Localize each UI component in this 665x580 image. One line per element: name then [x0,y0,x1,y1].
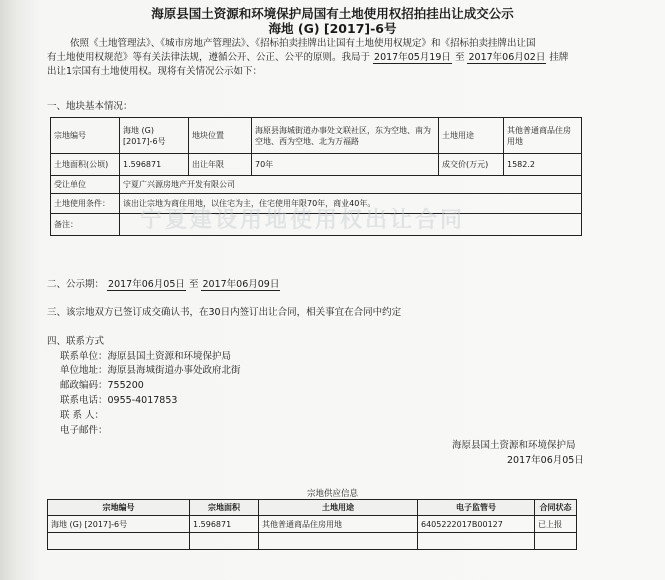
empty-cell [418,533,535,550]
land-term: 70年 [252,154,439,176]
parcel-no: 海地 (G) [2017]-6号 [120,118,189,154]
section-3-text: 三、该宗地双方已签订成交确认书，在30日内签订出让合同，相关事宜在合同中约定 [47,307,402,318]
listing-start-date: 2017年05月19日 [374,52,451,63]
contact-email: 电子邮件： [60,425,108,436]
deal-price: 1582.2 [504,154,582,176]
table-row [48,516,577,533]
intro-to: 至 [454,52,465,63]
listing-end-date: 2017年06月02日 [468,52,546,63]
publicity-label: 二、公示期： [47,279,105,290]
empty-cell [48,533,190,550]
label-use: 土地用途 [439,118,504,154]
header-parcel-no: 宗地编号 [48,500,190,516]
label-price: 成交价(万元) [439,154,504,176]
section-2-publicity [47,276,280,290]
label-conditions: 土地使用条件： [51,194,120,214]
publicity-start: 2017年06月05日 [108,279,185,290]
contact-unit-value: 海原县国土资源和环境保护局 [107,351,232,362]
table-row [51,176,582,194]
signature-date: 2017年06月05日 [507,455,584,466]
supply-info-table [47,499,577,550]
document-title: 海原县国土资源和环境保护局国有土地使用权招拍挂出让成交公示 [151,6,514,21]
intro-line-3: 出让1宗国有土地使用权。现将有关情况公示如下： [47,66,263,77]
header-supervision-no: 电子监管号 [418,500,535,516]
contact-zip [60,377,144,391]
table-header-row [48,500,577,516]
contact-address-value: 海原县海城街道办事处政府北街 [107,365,241,376]
contact-zip-label: 邮政编码： [60,380,108,391]
use-conditions: 该出让宗地为商住用地，以住宅为主，住宅使用年限70年，商业40年。 [120,194,582,214]
supply-supervision-no: 6405222017B00127 [418,516,535,533]
contact-unit [60,348,231,362]
land-use: 其他普通商品住房用地 [504,118,582,154]
intro-line-2-tail: 挂牌 [549,52,569,63]
label-grantee: 受让单位 [51,176,120,194]
contact-phone [60,392,177,406]
supply-area: 1.596871 [190,516,259,533]
section-1-heading: 一、地块基本情况： [47,101,133,112]
publicity-to: 至 [188,279,199,290]
intro-line-1: 依照《土地管理法》、《城市房地产管理法》、《招标拍卖挂牌出让国有土地使用权规定》和《招标拍卖挂牌出让国 [70,38,536,49]
grantee: 宁夏广兴源房地产开发有限公司 [120,176,582,194]
table-row [48,533,577,550]
empty-cell [535,533,577,550]
header-area: 宗地面积 [190,500,259,516]
contact-zip-value: 755200 [107,380,144,391]
land-area: 1.596871 [120,154,189,176]
supply-use: 其他普通商品住房用地 [259,516,418,533]
empty-cell [190,533,259,550]
supply-contract-status: 已上报 [535,516,577,533]
header-contract-status: 合同状态 [535,500,577,516]
location: 海原县海城街道办事处文联社区，东为空地、南为空地、西为空地、北为万福路 [252,118,439,154]
label-parcel-no: 宗地编号 [51,118,120,154]
supply-info-title: 宗地供应信息 [306,489,358,499]
contact-phone-label: 联系电话： [60,395,108,406]
contact-address [60,362,241,376]
label-area: 土地面积(公顷) [51,154,120,176]
publicity-end: 2017年06月09日 [202,279,280,290]
watermark-text: 宁夏建设用地使用权出让合同 [140,208,466,233]
contact-unit-label: 联系单位： [60,351,108,362]
label-location: 地块位置 [189,118,252,154]
section-4-heading: 四、联系方式 [47,336,105,347]
contact-address-label: 单位地址： [60,365,108,376]
contact-person: 联 系 人： [60,410,105,421]
label-remark: 备注： [51,214,120,236]
header-use: 土地用途 [259,500,418,516]
intro-line-2-text: 有土地使用权规范》等有关法律法规，遵循公开、公正、公平的原则。我局于 [47,52,371,63]
empty-cell [259,533,418,550]
contact-phone-value: 0955-4017853 [107,395,178,406]
intro-line-2 [47,51,568,64]
supply-parcel-no: 海地 (G) [2017]-6号 [48,516,190,533]
document-number: 海地 (G) [2017]-6号 [268,21,397,36]
table-row [51,118,582,154]
table-row [51,154,582,176]
signature-org: 海原县国土资源和环境保护局 [452,440,576,451]
label-term: 出让年限 [189,154,252,176]
